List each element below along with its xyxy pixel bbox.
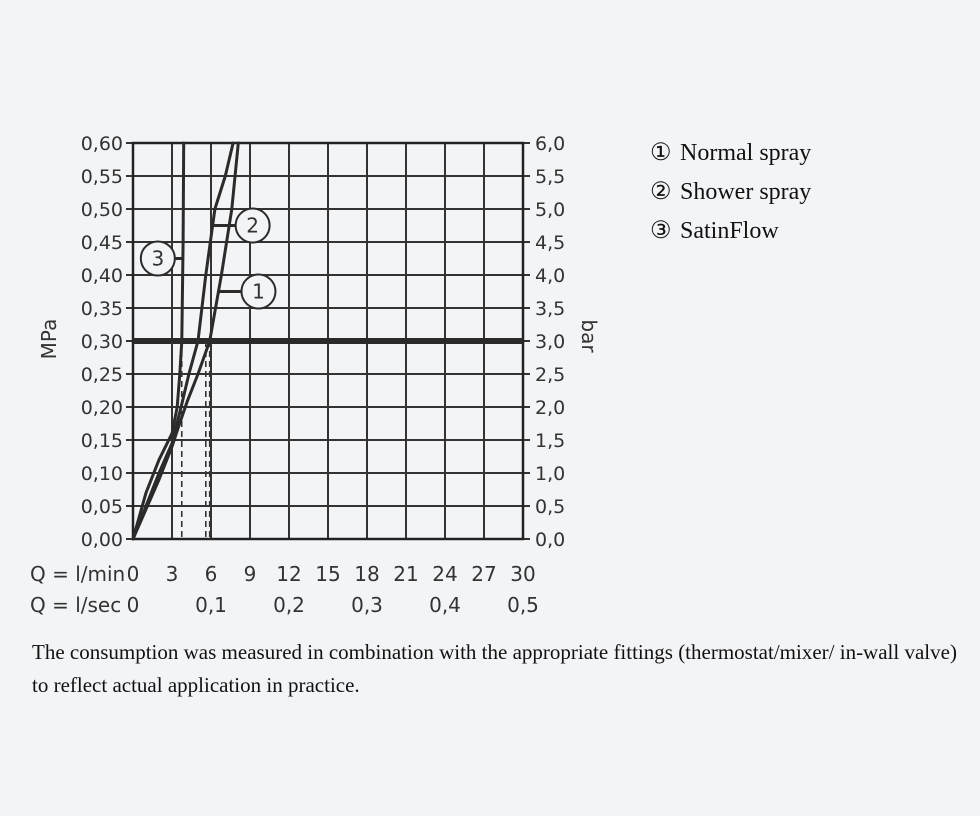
y-tick-label-right: 1,5 [535,430,566,452]
x-tick-label-lmin: 30 [510,562,536,586]
curve-label-1: 1 [252,279,265,304]
x-tick-label-lmin: 27 [471,562,497,586]
y-tick-label-left: 0,55 [80,166,123,188]
legend-marker-3: ③ [650,218,672,244]
y-tick-label-left: 0,10 [80,463,123,485]
x-axis-title-lmin: Q = l/min [30,562,126,586]
x-tick-label-lmin: 15 [315,562,341,586]
x-tick-label-lsec: 0,3 [351,593,383,617]
caption-text: The consumption was measured in combination with the appropriate fittings (thermostat/mixer/ in-wall valve) to reflect actual application in practice. [32,640,957,697]
y-tick-label-right: 4,0 [535,265,566,287]
legend-label-satinflow: SatinFlow [680,218,779,244]
legend-label-shower-spray: Shower spray [680,179,812,205]
y-tick-label-left: 0,60 [80,133,123,155]
x-tick-label-lsec: 0,2 [273,593,305,617]
legend-item-normal-spray [650,136,811,175]
y-tick-label-right: 5,0 [535,199,566,221]
y-tick-label-right: 0,0 [535,529,566,551]
x-tick-label-lsec: 0 [126,593,140,617]
y-tick-label-right: 0,5 [535,496,566,518]
x-tick-label-lmin: 18 [354,562,380,586]
legend-marker-1: ① [650,140,672,166]
legend-marker-2: ② [650,179,672,205]
y-tick-label-right: 1,0 [535,463,566,485]
y-tick-label-left: 0,35 [80,298,123,320]
legend-label-normal-spray: Normal spray [680,140,812,166]
y-tick-label-right: 6,0 [535,133,566,155]
x-tick-label-lsec: 0,1 [195,593,227,617]
y-tick-label-left: 0,50 [80,199,123,221]
x-tick-label-lmin: 21 [393,562,419,586]
x-tick-label-lmin: 9 [243,562,257,586]
y-tick-label-left: 0,20 [80,397,123,419]
x-tick-label-lmin: 6 [204,562,218,586]
y-tick-label-right: 2,5 [535,364,566,386]
y-tick-label-left: 0,15 [80,430,123,452]
x-tick-label-lmin: 12 [276,562,302,586]
y-tick-label-right: 3,0 [535,331,566,353]
x-tick-label-lsec: 0,5 [507,593,539,617]
y-axis-title-left: MPa [37,318,61,360]
y-tick-label-right: 3,5 [535,298,566,320]
x-tick-label-lsec: 0,4 [429,593,461,617]
x-axis-title-lsec: Q = l/sec [30,593,122,617]
y-tick-label-left: 0,45 [80,232,123,254]
x-tick-label-lmin: 0 [126,562,140,586]
y-tick-label-left: 0,40 [80,265,123,287]
x-tick-label-lmin: 3 [165,562,179,586]
y-tick-label-left: 0,05 [80,496,123,518]
y-tick-label-right: 5,5 [535,166,566,188]
curve-label-3: 3 [151,246,165,271]
curve-label-2: 2 [246,213,259,238]
y-tick-label-left: 0,00 [80,529,123,551]
legend [650,136,811,253]
y-tick-label-right: 2,0 [535,397,566,419]
y-tick-label-left: 0,30 [80,331,123,353]
legend-item-satinflow [650,214,811,253]
y-tick-label-right: 4,5 [535,232,566,254]
x-tick-label-lmin: 24 [432,562,458,586]
legend-item-shower-spray [650,175,811,214]
y-axis-title-right: bar [577,319,601,353]
y-tick-label-left: 0,25 [80,364,123,386]
